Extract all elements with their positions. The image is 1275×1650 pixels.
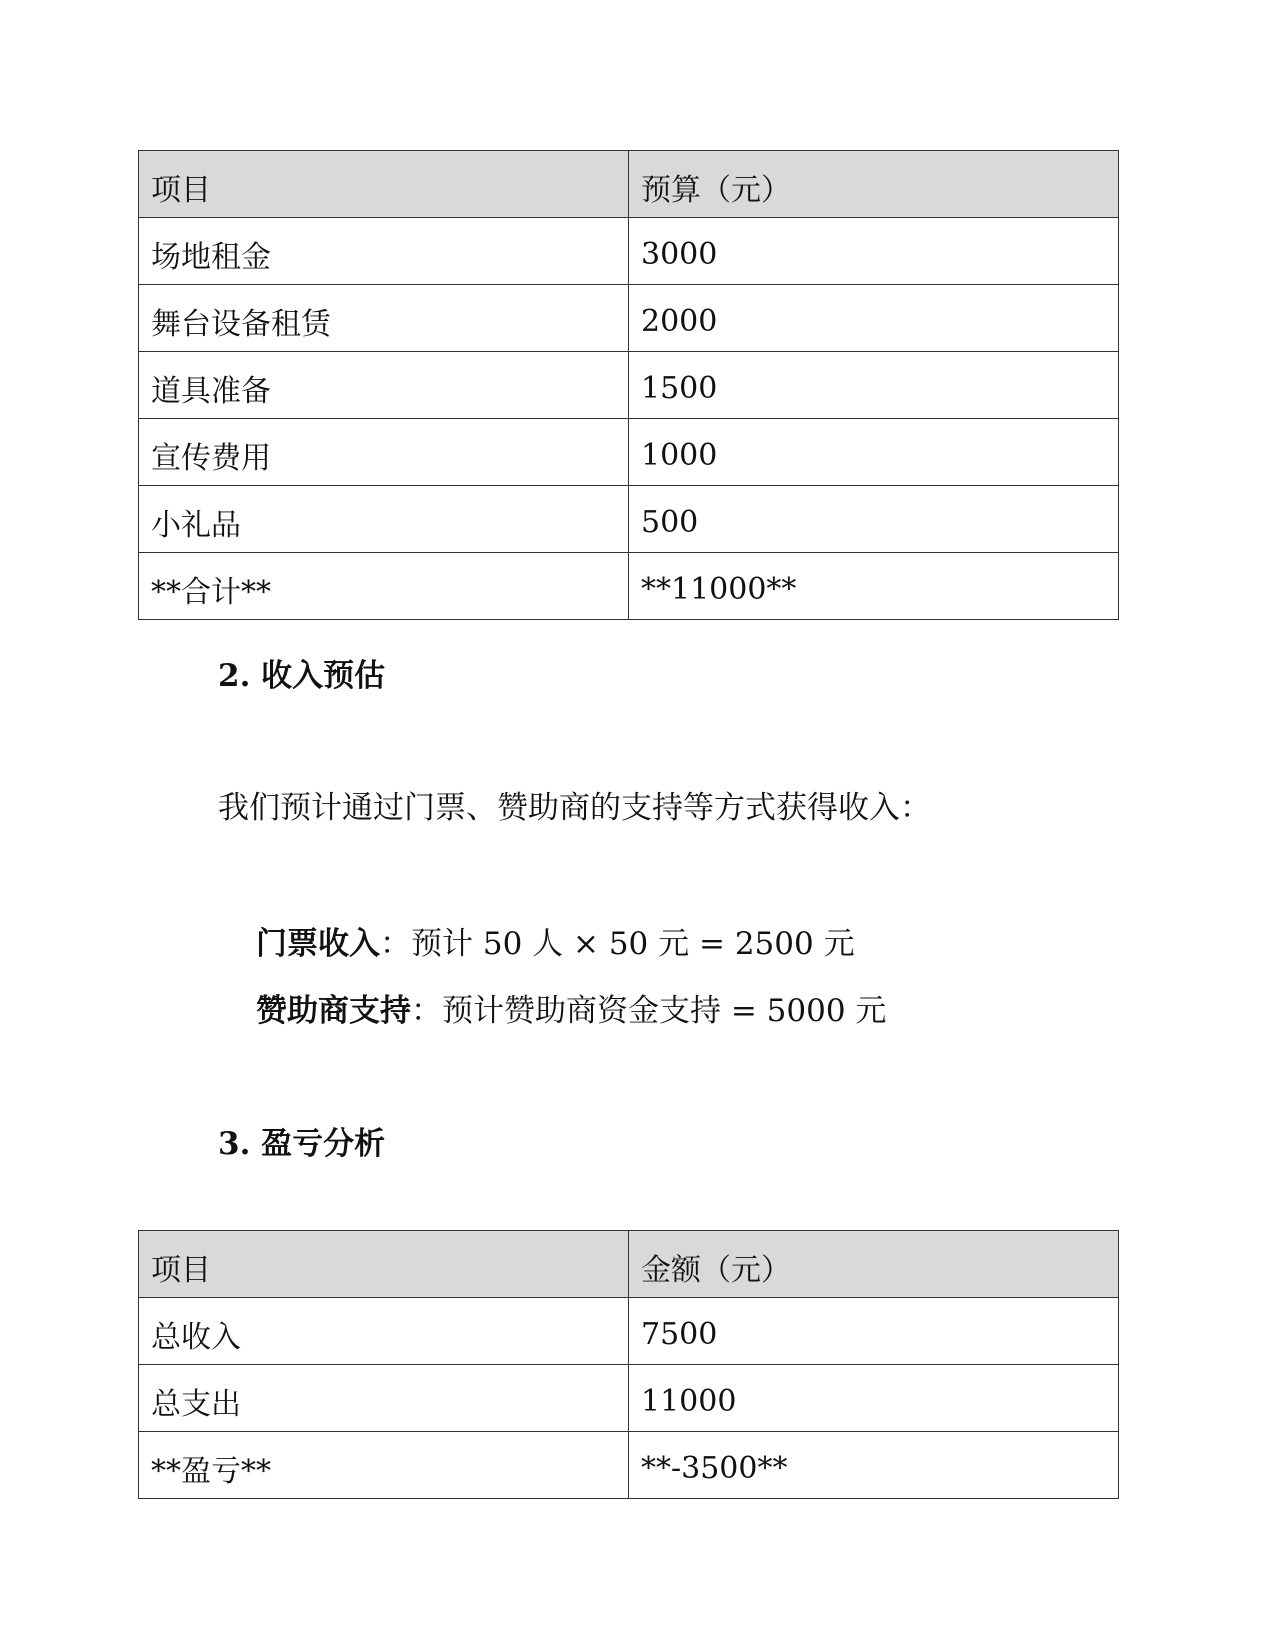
table-row bbox=[139, 285, 1119, 352]
cell-amount: 1000 bbox=[629, 419, 1119, 486]
profit-loss-table bbox=[138, 1230, 1119, 1499]
expense-budget-table bbox=[138, 150, 1119, 620]
table-header-row bbox=[139, 151, 1119, 218]
table-header-row bbox=[139, 1231, 1119, 1298]
profit-loss-heading: 3. 盈亏分析 bbox=[218, 1126, 386, 1162]
cell-amount: 3000 bbox=[629, 218, 1119, 285]
ticket-income-text: ：预计 50 人 × 50 元 = 2500 元 bbox=[380, 926, 855, 962]
cell-amount: 500 bbox=[629, 486, 1119, 553]
ticket-income-line bbox=[256, 918, 855, 963]
cell-amount: 7500 bbox=[629, 1298, 1119, 1365]
cell-amount: 1500 bbox=[629, 352, 1119, 419]
cell-item: 小礼品 bbox=[139, 486, 629, 553]
table-row-total bbox=[139, 553, 1119, 620]
sponsor-income-text: ：预计赞助商资金支持 = 5000 元 bbox=[411, 993, 887, 1029]
cell-item: 总支出 bbox=[139, 1365, 629, 1432]
sponsor-income-label: 赞助商支持 bbox=[256, 993, 411, 1029]
cell-item: 场地租金 bbox=[139, 218, 629, 285]
cell-item: 舞台设备租赁 bbox=[139, 285, 629, 352]
cell-item: 宣传费用 bbox=[139, 419, 629, 486]
cell-amount: 11000 bbox=[629, 1365, 1119, 1432]
header-budget: 预算（元） bbox=[629, 151, 1119, 218]
header-amount: 金额（元） bbox=[629, 1231, 1119, 1298]
ticket-income-label: 门票收入 bbox=[256, 926, 380, 962]
cell-amount: 2000 bbox=[629, 285, 1119, 352]
header-item: 项目 bbox=[139, 151, 629, 218]
sponsor-income-line bbox=[256, 985, 886, 1030]
income-estimate-heading: 2. 收入预估 bbox=[218, 658, 386, 694]
cell-item: **合计** bbox=[139, 553, 629, 620]
header-item: 项目 bbox=[139, 1231, 629, 1298]
income-intro-paragraph: 我们预计通过门票、赞助商的支持等方式获得收入： bbox=[218, 790, 931, 826]
table-row bbox=[139, 1298, 1119, 1365]
table-row-total bbox=[139, 1432, 1119, 1499]
cell-amount: **11000** bbox=[629, 553, 1119, 620]
cell-item: **盈亏** bbox=[139, 1432, 629, 1499]
cell-item: 总收入 bbox=[139, 1298, 629, 1365]
table-row bbox=[139, 419, 1119, 486]
table-row bbox=[139, 352, 1119, 419]
cell-item: 道具准备 bbox=[139, 352, 629, 419]
table-row bbox=[139, 1365, 1119, 1432]
table-row bbox=[139, 218, 1119, 285]
table-row bbox=[139, 486, 1119, 553]
cell-amount: **-3500** bbox=[629, 1432, 1119, 1499]
